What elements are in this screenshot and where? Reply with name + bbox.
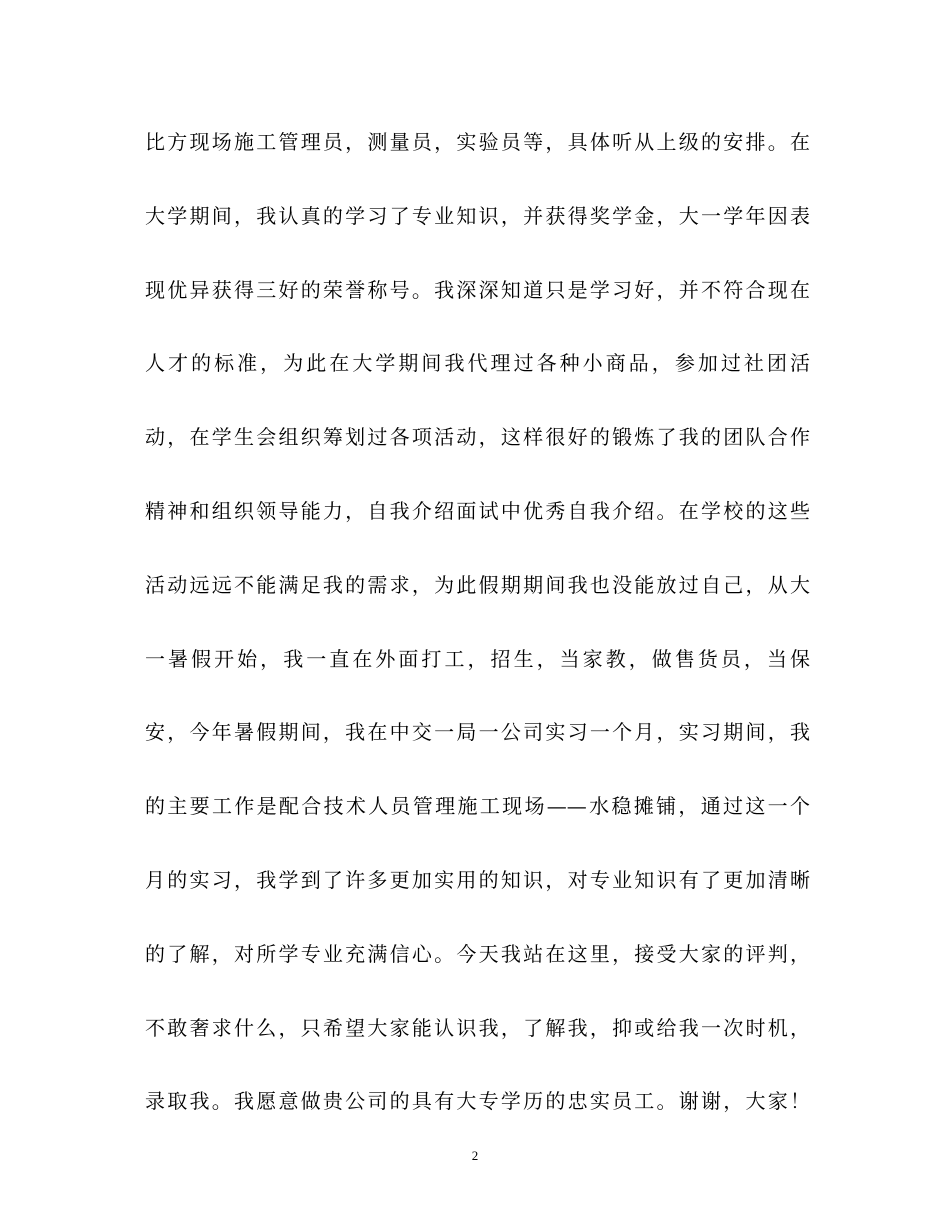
text-line-2: 大学期间，我认真的学习了专业知识，并获得奖学金，大一学年因表	[145, 203, 810, 228]
text-line-7: 活动远远不能满足我的需求，为此假期期间我也没能放过自己，从大	[145, 572, 810, 597]
text-line-13: 不敢奢求什么，只希望大家能认识我，了解我，抑或给我一次时机，	[145, 1015, 810, 1040]
text-line-9: 安，今年暑假期间，我在中交一局一公司实习一个月，实习期间，我	[145, 720, 810, 745]
text-line-5: 动，在学生会组织筹划过各项活动，这样很好的锻炼了我的团队合作	[145, 425, 810, 450]
text-line-4: 人才的标准，为此在大学期间我代理过各种小商品，参加过社团活	[145, 351, 810, 376]
text-line-6: 精神和组织领导能力，自我介绍面试中优秀自我介绍。在学校的这些	[145, 498, 810, 523]
text-line-10: 的主要工作是配合技术人员管理施工现场——水稳摊铺，通过这一个	[145, 794, 810, 819]
body-text	[145, 128, 810, 1161]
text-line-1: 比方现场施工管理员，测量员，实验员等，具体听从上级的安排。在	[145, 130, 810, 154]
text-line-3: 现优异获得三好的荣誉称号。我深深知道只是学习好，并不符合现在	[145, 277, 810, 302]
text-line-14: 录取我。我愿意做贵公司的具有大专学历的忠实员工。谢谢，大家！	[145, 1089, 810, 1114]
text-line-8: 一暑假开始，我一直在外面打工，招生，当家教，做售货员，当保	[145, 646, 810, 671]
text-line-12: 的了解，对所学专业充满信心。今天我站在这里，接受大家的评判，	[145, 941, 810, 966]
page-number: 2	[471, 1148, 479, 1163]
text-line-11: 月的实习，我学到了许多更加实用的知识，对专业知识有了更加清晰	[145, 867, 810, 892]
